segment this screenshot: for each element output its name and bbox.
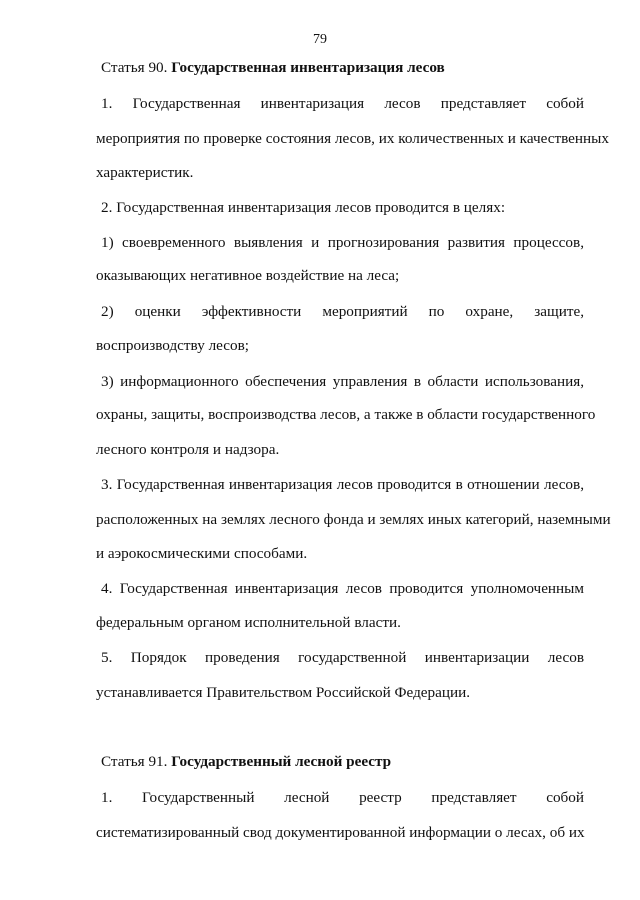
article-90-title: Государственная инвентаризация лесов: [171, 59, 445, 76]
article-91-prefix: Статья 91.: [101, 753, 168, 770]
paragraph-line: 4. Государственная инвентаризация лесов проводится уполномоченным: [101, 580, 584, 597]
article-90-heading: [101, 58, 589, 78]
page-number: 79: [313, 32, 327, 47]
paragraph-line: 1. Государственный лесной реестр представляет собой: [101, 789, 584, 806]
paragraph-line: 1. Государственная инвентаризация лесов представляет собой: [101, 95, 584, 112]
paragraph-line: 2. Государственная инвентаризация лесов проводится в целях:: [101, 199, 506, 216]
paragraph-line: и аэрокосмическими способами.: [96, 545, 308, 562]
list-item-line: 2) оценки эффективности мероприятий по охране, защите,: [101, 303, 584, 320]
paragraph-line: 3. Государственная инвентаризация лесов проводится в отношении лесов,: [101, 476, 584, 493]
list-item-line: воспроизводству лесов;: [96, 337, 250, 354]
article-91-heading: [101, 752, 589, 772]
list-item-line: охраны, защиты, воспроизводства лесов, а также в области государственного: [96, 406, 596, 423]
list-item-line: 3) информационного обеспечения управления в области использования,: [101, 373, 584, 390]
list-item-line: лесного контроля и надзора.: [96, 441, 280, 458]
paragraph-line: характеристик.: [96, 164, 194, 181]
article-91-title: Государственный лесной реестр: [171, 753, 392, 770]
paragraph-line: 5. Порядок проведения государственной инвентаризации лесов: [101, 649, 584, 666]
list-item-line: 1) своевременного выявления и прогнозирования развития процессов,: [101, 234, 584, 251]
paragraph-line: устанавливается Правительством Российской Федерации.: [96, 684, 471, 701]
paragraph-line: мероприятия по проверке состояния лесов, их количественных и качественных: [96, 130, 609, 147]
paragraph-line: федеральным органом исполнительной власти.: [96, 614, 401, 631]
paragraph-line: расположенных на землях лесного фонда и землях иных категорий, наземными: [96, 511, 611, 528]
list-item-line: оказывающих негативное воздействие на леса;: [96, 267, 400, 284]
article-90-prefix: Статья 90.: [101, 59, 168, 76]
paragraph-line: систематизированный свод документированной информации о лесах, об их: [96, 824, 585, 841]
